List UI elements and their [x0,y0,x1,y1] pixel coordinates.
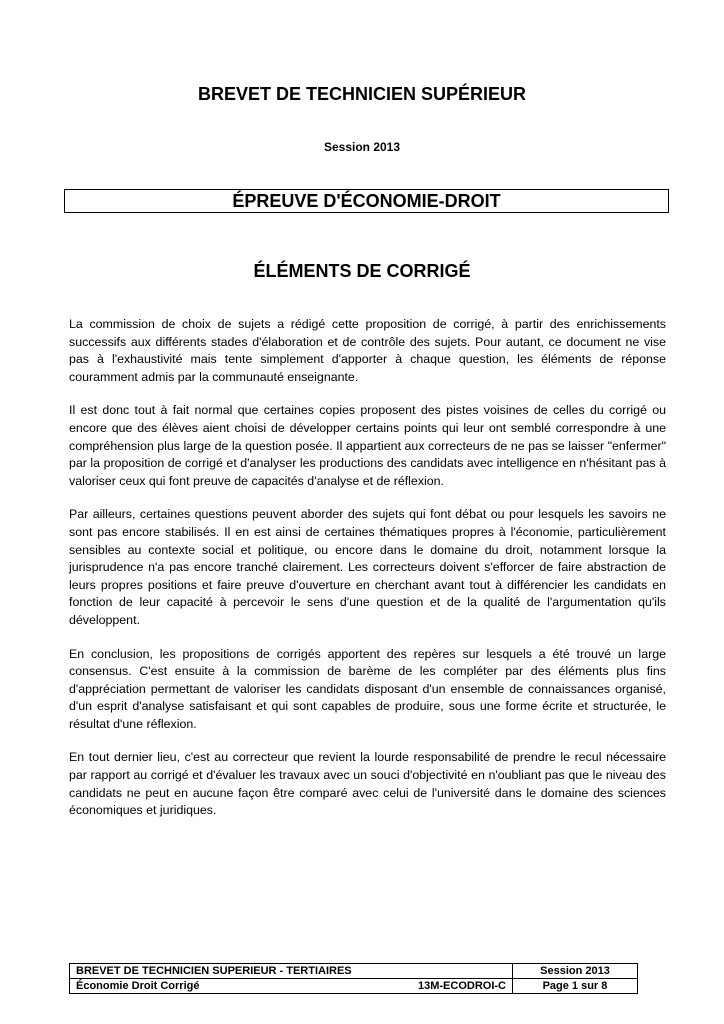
paragraph: En tout dernier lieu, c'est au correcteur que revient la lourde responsabilité de prendre le recul nécessaire par rapport au corrigé et d'évaluer les travaux avec un souci d'objectivité en n'oubliant pas que le niveau des candidats ne peut en aucune façon être comparé avec celui de l'université dans le domaine des sciences économiques et juridiques. [69,750,666,818]
footer-row [70,964,638,979]
corrige-title: ÉLÉMENTS DE CORRIGÉ [253,261,471,281]
paragraph: Il est donc tout à fait normal que certaines copies proposent des pistes voisines de celles du corrigé ou encore que des élèves aient choisi de développer certains points qui leur ont semblé correspondre à une compréhension plus large de la question posée. Il appartient aux correcteurs de ne pas se laisser "enfermer" par la proposition de corrigé et d'analyser les productions des candidats avec intelligence en n'hésitant pas à valoriser ceux qui font preuve de capacités d'analyse et de réflexion. [69,403,666,488]
body-text [69,316,666,836]
footer-subject: Économie Droit Corrigé [70,979,325,994]
paragraph: La commission de choix de sujets a rédigé cette proposition de corrigé, à partir des enrichissements successifs aux différents stades d'élaboration et de contrôle des sujets. Pour autant, ce document ne vise pas à l'exhaustivité mais tente simplement d'apporter à chaque question, les éléments de réponse couramment admis par la communauté enseignante. [69,317,666,384]
session-label: Session 2013 [323,140,401,154]
epreuve-box [64,189,669,213]
footer-page-number: Page 1 sur 8 [513,979,638,994]
paragraph: En conclusion, les propositions de corrigés apportent des repères sur lesquels a été trouvé un large consensus. C'est ensuite à la commission de barème de les compléter par des éléments plus fins d'appréciation permettant de valoriser les candidats disposant d'un ensemble de connaissances organisé, d'un esprit d'analyse satisfaisant et qui sont capables de produire, sous une forme écrite et structurée, le résultat d'une réflexion. [69,646,666,731]
document-title: BREVET DE TECHNICIEN SUPÉRIEUR [197,84,527,104]
footer-exam-name: BREVET DE TECHNICIEN SUPERIEUR - TERTIAIRES [70,964,513,979]
page-footer [69,963,638,994]
paragraph: Par ailleurs, certaines questions peuvent aborder des sujets qui font débat ou pour lesquels les savoirs ne sont pas encore stabilisés. Il en est ainsi de certaines thématiques propres à l'économie, particulièrement sensibles au contexte social et politique, ou encore dans le domaine du droit, notamment lorsque la jurisprudence n'a pas encore tranché clairement. Les correcteurs doivent s'efforcer de faire abstraction de leurs propres positions et faire preuve d'ouverture en cherchant avant tout à différencier les candidats en fonction de leur capacité à percevoir le sens d'une question et de la qualité de l'argumentation qu'ils développent. [69,507,666,627]
footer-code: 13M-ECODROI-C [324,979,512,994]
footer-session: Session 2013 [513,964,638,979]
footer-row [70,979,638,994]
epreuve-title: ÉPREUVE D'ÉCONOMIE-DROIT [232,191,501,211]
